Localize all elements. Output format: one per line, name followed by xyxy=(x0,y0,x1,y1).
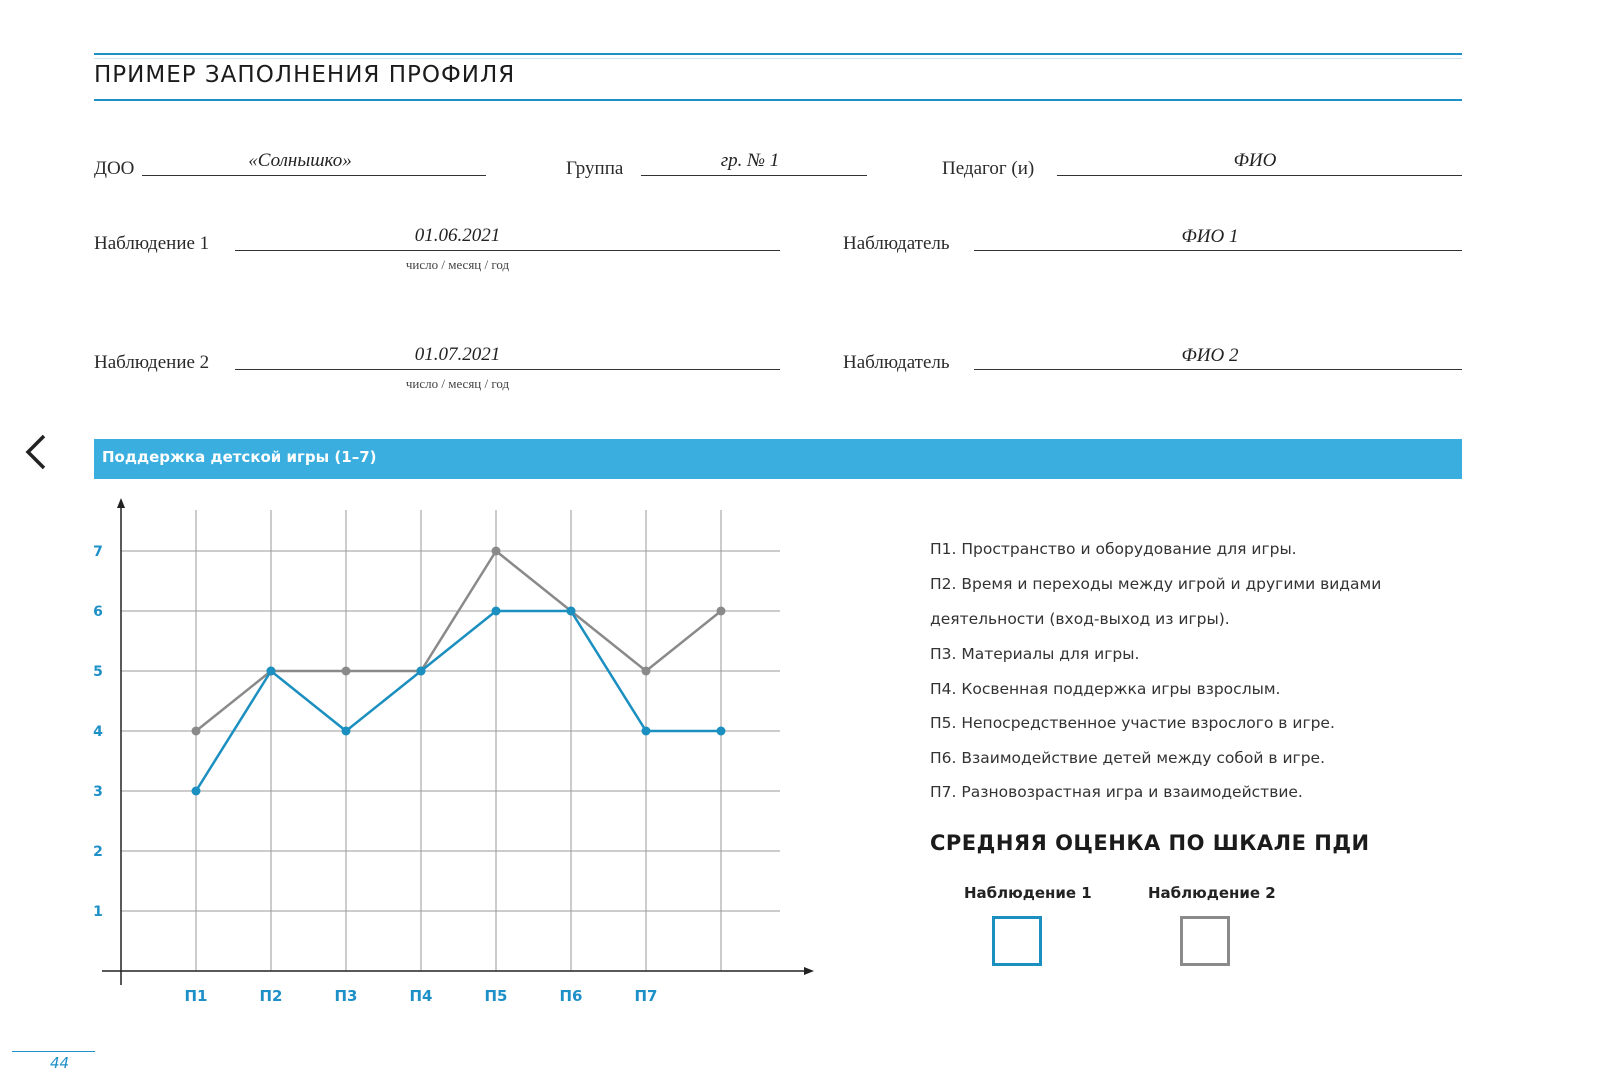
page-title: ПРИМЕР ЗАПОЛНЕНИЯ ПРОФИЛЯ xyxy=(94,62,516,88)
data-point xyxy=(267,667,276,676)
observer-2-field[interactable]: ФИО 2 xyxy=(1181,345,1239,366)
data-point xyxy=(642,727,651,736)
average-score-title: СРЕДНЯЯ ОЦЕНКА ПО ШКАЛЕ ПДИ xyxy=(930,831,1370,855)
doo-field[interactable]: «Солнышко» xyxy=(248,150,352,171)
doo-label: ДОО xyxy=(94,158,135,179)
observer-1-label: Наблюдатель xyxy=(843,233,950,254)
observation-2-date-hint: число / месяц / год xyxy=(405,376,510,391)
data-point xyxy=(192,787,201,796)
data-point xyxy=(567,607,576,616)
observation-2-date-field[interactable]: 01.07.2021 xyxy=(414,344,501,365)
observation-1-label: Наблюдение 1 xyxy=(94,233,210,254)
chart-x-categories xyxy=(185,987,658,1005)
y-tick-label: 2 xyxy=(93,844,103,860)
x-category-label: П6 xyxy=(559,987,583,1005)
legend-item: П1. Пространство и оборудование для игры. xyxy=(930,540,1297,558)
legend-item: П5. Непосредственное участие взрослого в игре. xyxy=(930,714,1335,732)
line-chart xyxy=(0,0,820,1020)
observer-1-field[interactable]: ФИО 1 xyxy=(1181,226,1239,247)
data-point xyxy=(342,667,351,676)
x-category-label: П5 xyxy=(484,987,508,1005)
group-label: Группа xyxy=(566,158,624,179)
legend-item: П6. Взаимодействие детей между собой в игре. xyxy=(930,749,1326,767)
group-field[interactable]: гр. № 1 xyxy=(720,150,780,171)
average-observation-2-box[interactable] xyxy=(1180,916,1230,966)
page-number-rule xyxy=(12,1051,95,1052)
legend-item: П7. Разновозрастная игра и взаимодействие. xyxy=(930,783,1303,801)
page-number: 44 xyxy=(50,1054,70,1072)
y-tick-label: 6 xyxy=(93,604,103,620)
average-observation-2-label: Наблюдение 2 xyxy=(1148,884,1276,902)
average-observation-1-label: Наблюдение 1 xyxy=(964,884,1092,902)
observation-1-date-field[interactable]: 01.06.2021 xyxy=(414,225,501,246)
data-point xyxy=(717,727,726,736)
legend-item: П3. Материалы для игры. xyxy=(930,645,1140,663)
teacher-field[interactable]: ФИО xyxy=(1233,150,1277,171)
data-point xyxy=(492,547,501,556)
y-tick-label: 1 xyxy=(93,904,103,920)
y-axis-arrow xyxy=(117,498,125,508)
x-category-label: П3 xyxy=(334,987,358,1005)
data-point xyxy=(492,607,501,616)
observation-2-label: Наблюдение 2 xyxy=(94,352,210,373)
legend-item: П2. Время и переходы между игрой и другими видами xyxy=(930,575,1382,593)
observation-1-date-hint: число / месяц / год xyxy=(405,257,510,272)
chart-y-ticks xyxy=(93,544,103,920)
data-point xyxy=(642,667,651,676)
teacher-line xyxy=(1057,175,1462,176)
teacher-label: Педагог (и) xyxy=(942,158,1035,179)
average-observation-1-box[interactable] xyxy=(992,916,1042,966)
y-tick-label: 4 xyxy=(93,724,103,740)
series-line xyxy=(196,611,721,791)
legend-item: деятельности (вход-выход из игры). xyxy=(930,610,1230,628)
observer-2-label: Наблюдатель xyxy=(843,352,950,373)
section-title: Поддержка детской игры (1–7) xyxy=(102,448,377,466)
y-tick-label: 3 xyxy=(93,784,103,800)
x-category-label: П1 xyxy=(184,987,208,1005)
data-point xyxy=(417,667,426,676)
data-point xyxy=(342,727,351,736)
y-tick-label: 5 xyxy=(93,664,103,680)
y-tick-label: 7 xyxy=(93,544,103,560)
data-point xyxy=(717,607,726,616)
observer-1-line xyxy=(974,250,1462,251)
x-category-label: П4 xyxy=(409,987,433,1005)
legend-item: П4. Косвенная поддержка игры взрослым. xyxy=(930,680,1281,698)
chart-grid xyxy=(121,510,780,971)
chart-axes xyxy=(102,498,814,985)
x-category-label: П7 xyxy=(634,987,658,1005)
observer-2-line xyxy=(974,369,1462,370)
data-point xyxy=(192,727,201,736)
x-axis-arrow xyxy=(804,967,814,975)
x-category-label: П2 xyxy=(259,987,283,1005)
